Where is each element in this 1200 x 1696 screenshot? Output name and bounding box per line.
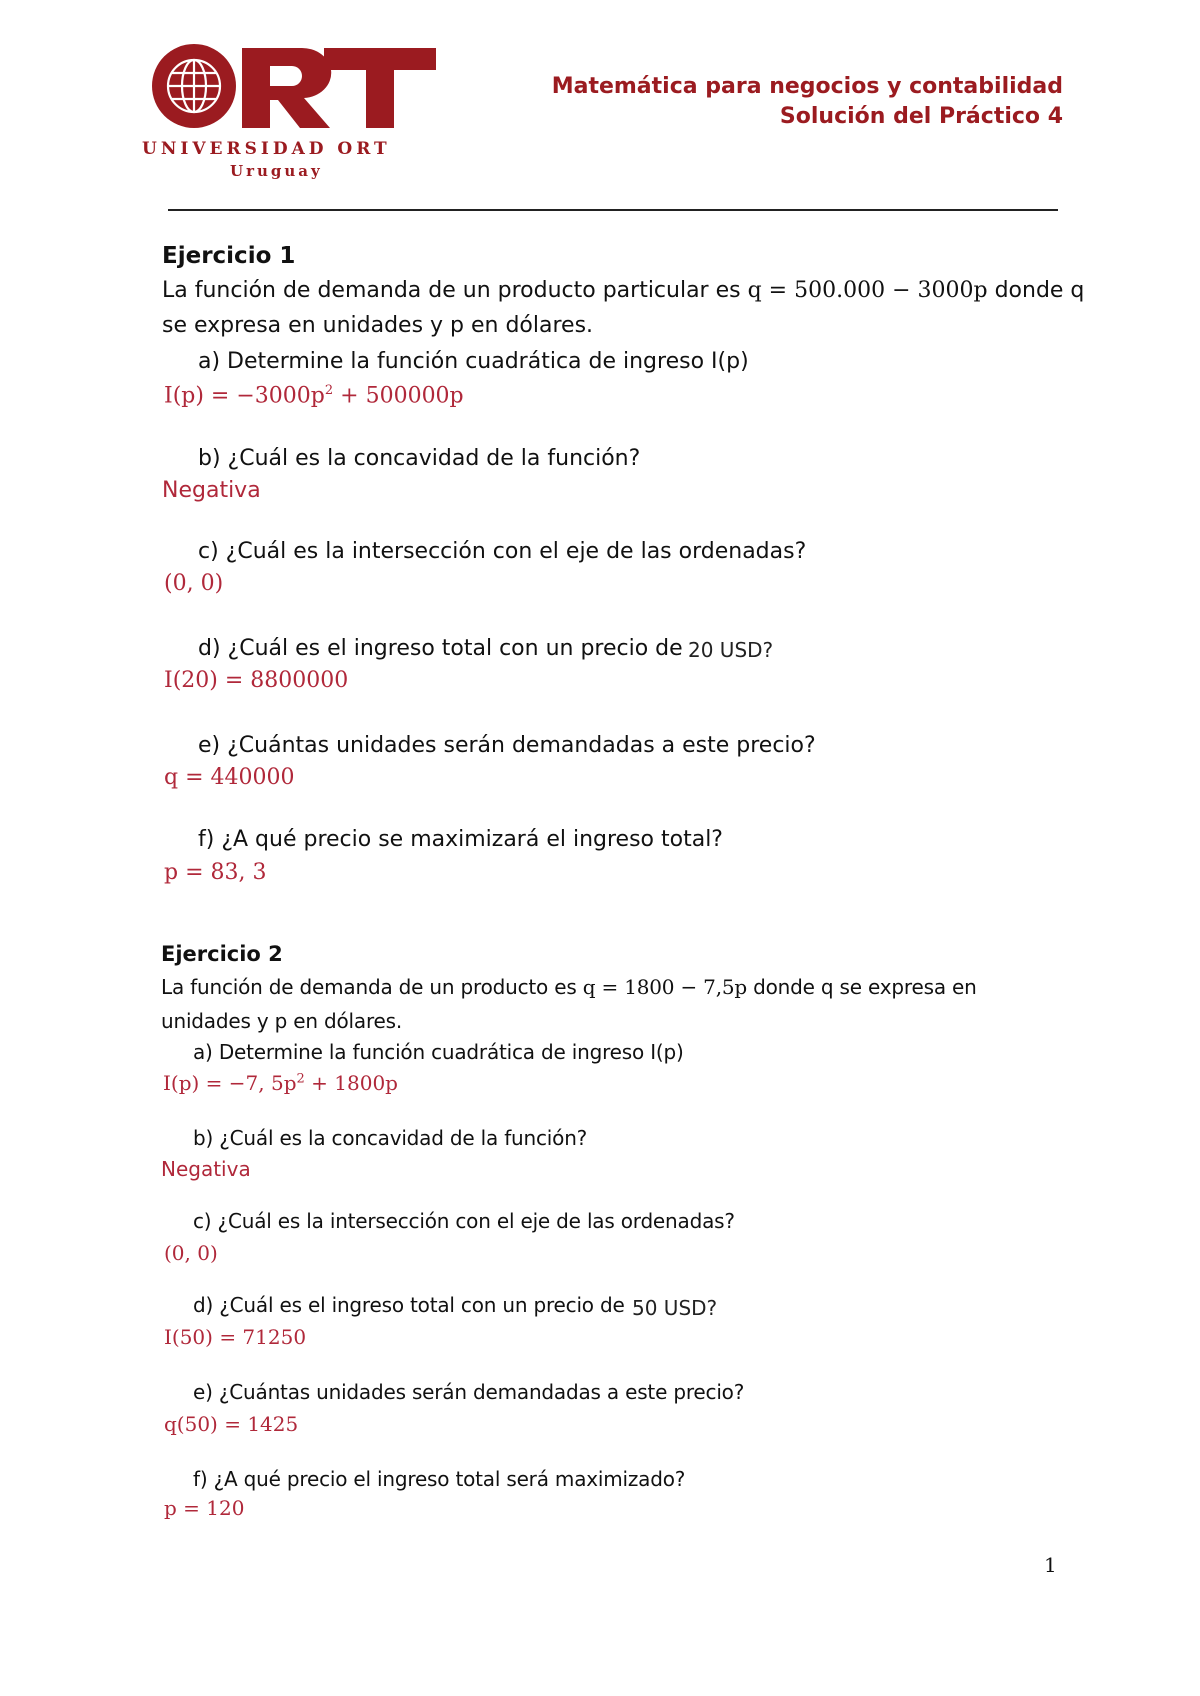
exercise-2-statement-line1 (161, 975, 977, 999)
ex1-question-a: a) Determine la función cuadrática de ingreso I(p) (198, 349, 749, 374)
ex1-answer-c: (0, 0) (164, 571, 224, 596)
ex1-answer-f: p = 83, 3 (164, 860, 267, 885)
exercise-1-statement-line2: se expresa en unidades y p en dólares. (162, 313, 594, 338)
exercise-1-statement-line1 (162, 278, 1084, 303)
ex1-answer-a (164, 383, 464, 408)
ex2-answer-f: p = 120 (164, 1496, 245, 1520)
exponent: 2 (324, 383, 334, 398)
statement-text: donde q se expresa en (746, 975, 977, 999)
ex1-answer-d: I(20) = 8800000 (164, 668, 349, 693)
ex2-answer-b: Negativa (161, 1157, 251, 1181)
page-number: 1 (1044, 1553, 1057, 1577)
statement-text: La función de demanda de un producto es (161, 975, 583, 999)
ex1-question-d: d) ¿Cuál es el ingreso total con un precio de (198, 636, 683, 661)
ex1-question-d-price: 20 USD? (688, 638, 774, 662)
exercise-2-statement-line2: unidades y p en dólares. (161, 1009, 403, 1033)
answer-text: + 1800p (304, 1071, 398, 1095)
answer-text: + 500000p (333, 383, 464, 409)
ex1-question-b: b) ¿Cuál es la concavidad de la función? (198, 446, 641, 471)
ex2-question-b: b) ¿Cuál es la concavidad de la función? (193, 1126, 588, 1150)
demand-equation: q = 500.000 − 3000p (747, 278, 988, 303)
ex2-question-e: e) ¿Cuántas unidades serán demandadas a este precio? (193, 1380, 745, 1404)
ort-logo (142, 44, 442, 180)
exercise-2-heading: Ejercicio 2 (161, 942, 283, 966)
logo-text-line2: Uruguay (230, 162, 323, 180)
header-divider (168, 209, 1058, 211)
answer-text: I(p) = −7, 5p (163, 1071, 297, 1095)
ex2-answer-a (163, 1071, 398, 1095)
ex1-answer-e: q = 440000 (164, 765, 295, 790)
ex2-question-d: d) ¿Cuál es el ingreso total con un precio de (193, 1293, 625, 1317)
statement-text: La función de demanda de un producto particular es (162, 278, 748, 303)
ex2-answer-d: I(50) = 71250 (164, 1325, 307, 1349)
demand-equation: q = 1800 − 7,5p (582, 975, 747, 999)
title-line-1: Matemática para negocios y contabilidad (551, 74, 1063, 99)
logo-text-line1: UNIVERSIDAD ORT (142, 139, 391, 159)
ex2-answer-c: (0, 0) (164, 1241, 218, 1265)
ex2-question-a: a) Determine la función cuadrática de ingreso I(p) (193, 1040, 684, 1064)
exponent: 2 (296, 1071, 305, 1087)
ex1-question-c: c) ¿Cuál es la intersección con el eje de las ordenadas? (198, 539, 807, 564)
ex2-answer-e: q(50) = 1425 (164, 1412, 299, 1436)
document-title (552, 72, 1063, 132)
statement-text: donde q (987, 278, 1085, 303)
ex2-question-d-price: 50 USD? (632, 1296, 718, 1320)
ex2-question-c: c) ¿Cuál es la intersección con el eje de las ordenadas? (193, 1209, 735, 1233)
ex1-question-f: f) ¿A qué precio se maximizará el ingreso total? (198, 827, 723, 852)
ex2-question-f: f) ¿A qué precio el ingreso total será maximizado? (193, 1467, 686, 1491)
title-line-2: Solución del Práctico 4 (779, 104, 1063, 129)
ex1-question-e: e) ¿Cuántas unidades serán demandadas a este precio? (198, 733, 816, 758)
answer-text: I(p) = −3000p (164, 383, 325, 409)
ex1-answer-b: Negativa (162, 478, 261, 503)
exercise-1-heading: Ejercicio 1 (162, 243, 296, 269)
